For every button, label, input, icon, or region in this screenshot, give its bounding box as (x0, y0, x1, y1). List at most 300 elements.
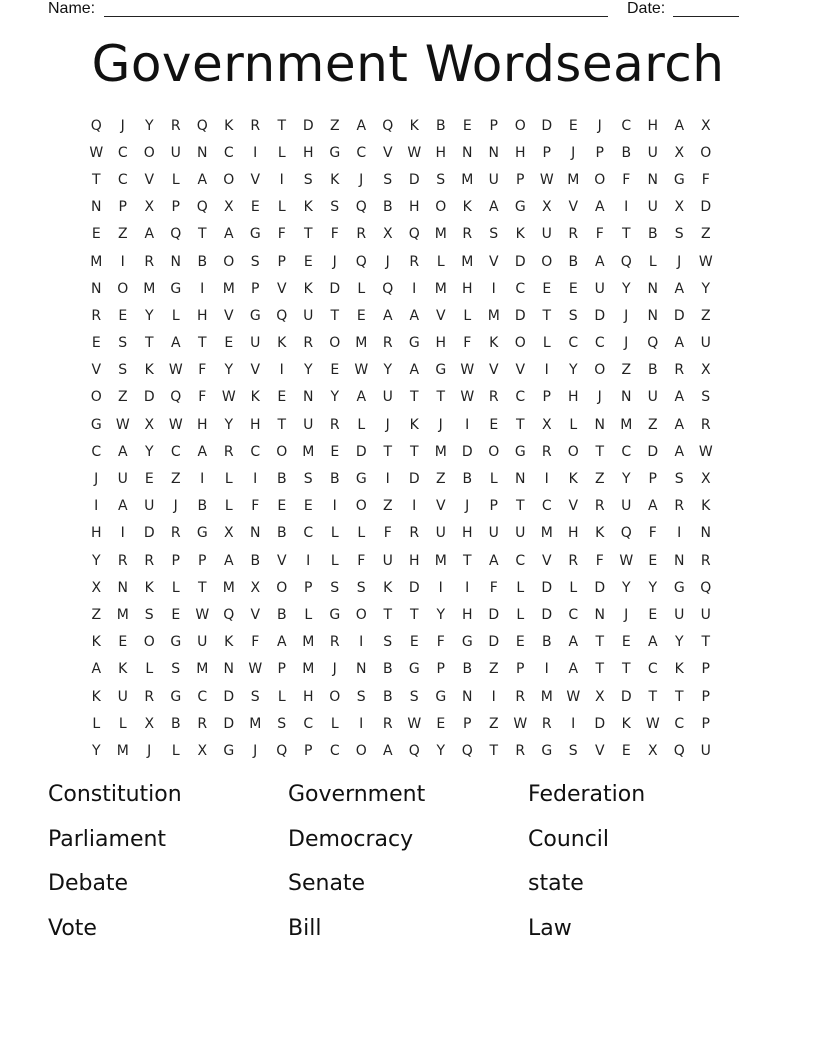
date-label: Date: (627, 0, 666, 17)
grid-cell: S (356, 688, 366, 705)
grid-cell: K (118, 661, 128, 678)
grid-cell: H (461, 280, 473, 297)
grid-cell: D (541, 579, 553, 596)
grid-cell: T (383, 443, 393, 460)
grid-cell: O (223, 253, 235, 270)
word-list-item: state (528, 871, 584, 896)
grid-cell: U (541, 226, 552, 243)
grid-cell: E (91, 335, 101, 352)
grid-cell: L (277, 688, 286, 705)
grid-cell: X (674, 199, 685, 216)
grid-cell: I (253, 144, 258, 161)
grid-cell: S (330, 579, 340, 596)
grid-cell: O (594, 362, 606, 379)
grid-cell: T (144, 335, 154, 352)
grid-cell: C (568, 606, 579, 623)
grid-cell: O (541, 253, 553, 270)
grid-cell: Y (303, 362, 313, 379)
grid-cell: X (91, 579, 102, 596)
grid-cell: S (568, 307, 578, 324)
grid-cell: T (303, 226, 313, 243)
grid-cell: B (382, 688, 393, 705)
grid-cell: P (277, 661, 286, 678)
grid-cell: Z (91, 606, 102, 623)
grid-cell: W (539, 171, 554, 188)
grid-cell: D (514, 307, 526, 324)
grid-cell: E (250, 199, 260, 216)
grid-cell: U (117, 471, 128, 488)
grid-cell: D (647, 443, 659, 460)
grid-cell: N (647, 280, 658, 297)
grid-cell: L (277, 144, 286, 161)
grid-cell: Y (224, 362, 234, 379)
grid-cell: J (597, 389, 602, 406)
grid-cell: S (489, 226, 499, 243)
grid-cell: N (488, 144, 499, 161)
grid-cell: R (303, 335, 314, 352)
grid-cell: P (516, 171, 525, 188)
grid-cell: D (594, 579, 606, 596)
grid-cell: B (329, 471, 340, 488)
grid-cell: J (94, 471, 99, 488)
grid-cell: D (541, 606, 553, 623)
grid-cell: F (701, 171, 710, 188)
grid-cell: O (435, 199, 447, 216)
grid-cell: N (356, 661, 367, 678)
word-list-item: Vote (48, 915, 97, 941)
grid-cell: D (408, 579, 420, 596)
grid-cell: T (330, 307, 340, 324)
grid-cell: P (171, 199, 180, 216)
grid-cell: Q (620, 253, 632, 270)
grid-cell: B (462, 471, 473, 488)
grid-cell: K (224, 117, 234, 134)
grid-cell: M (116, 606, 129, 623)
grid-cell: T (409, 389, 419, 406)
grid-row (83, 194, 733, 221)
grid-row (83, 112, 733, 139)
grid-cell: Y (144, 307, 154, 324)
grid-cell: U (488, 525, 499, 542)
header (0, 0, 816, 20)
grid-cell: M (461, 253, 474, 270)
grid-cell: A (197, 443, 208, 460)
grid-cell: F (648, 525, 657, 542)
grid-cell: A (647, 634, 658, 651)
grid-cell: A (409, 362, 420, 379)
grid-cell: M (434, 552, 447, 569)
grid-row (83, 629, 733, 656)
grid-cell: W (566, 688, 581, 705)
grid-cell: Q (355, 199, 367, 216)
grid-cell: Q (700, 579, 712, 596)
grid-cell: E (171, 606, 181, 623)
grid-cell: V (488, 253, 499, 270)
grid-cell: H (302, 144, 314, 161)
grid-cell: Q (620, 525, 632, 542)
grid-cell: R (674, 362, 685, 379)
grid-cell: Q (408, 742, 420, 759)
grid-cell: C (91, 443, 102, 460)
grid-cell: R (674, 498, 685, 515)
grid-cell: S (330, 199, 340, 216)
grid-cell: Z (382, 498, 393, 515)
grid-cell: U (594, 280, 605, 297)
grid-cell: M (434, 226, 447, 243)
grid-cell: R (409, 525, 420, 542)
grid-cell: U (303, 416, 314, 433)
grid-cell: R (197, 715, 208, 732)
grid-cell: I (200, 471, 205, 488)
grid-cell: L (304, 606, 313, 623)
grid-cell: Q (90, 117, 102, 134)
grid-cell: K (515, 226, 525, 243)
grid-cell: T (621, 661, 631, 678)
grid-cell: I (571, 715, 576, 732)
grid-cell: B (197, 253, 208, 270)
grid-cell: X (223, 199, 234, 216)
name-label: Name: (48, 0, 96, 17)
grid-cell: N (647, 307, 658, 324)
grid-cell: C (223, 144, 234, 161)
grid-cell: H (461, 525, 473, 542)
grid-cell: K (462, 199, 472, 216)
grid-cell: L (516, 606, 525, 623)
grid-cell: I (465, 579, 470, 596)
grid-cell: P (463, 715, 472, 732)
grid-cell: O (355, 606, 367, 623)
grid-cell: O (223, 171, 235, 188)
grid-cell: P (595, 144, 604, 161)
grid-cell: H (647, 117, 659, 134)
grid-cell: W (168, 362, 183, 379)
grid-cell: Z (488, 661, 499, 678)
grid-cell: K (277, 335, 287, 352)
grid-cell: J (385, 253, 390, 270)
grid-row (83, 139, 733, 166)
grid-row (83, 384, 733, 411)
grid-cell: B (462, 661, 473, 678)
grid-cell: Q (276, 742, 288, 759)
grid-cell: O (567, 443, 579, 460)
grid-cell: I (677, 525, 682, 542)
grid-cell: H (90, 525, 102, 542)
grid-cell: U (117, 688, 128, 705)
grid-cell: I (279, 362, 284, 379)
grid-cell: M (620, 416, 633, 433)
grid-cell: D (408, 171, 420, 188)
grid-cell: V (594, 742, 605, 759)
grid-cell: U (700, 606, 711, 623)
grid-cell: M (302, 634, 315, 651)
grid-cell: M (434, 280, 447, 297)
grid-cell: P (489, 498, 498, 515)
grid-cell: U (647, 199, 658, 216)
grid-cell: S (383, 634, 393, 651)
grid-cell: R (700, 552, 711, 569)
grid-cell: Q (170, 389, 182, 406)
grid-cell: N (197, 144, 208, 161)
grid-cell: O (355, 742, 367, 759)
grid-cell: R (329, 416, 340, 433)
grid-cell: M (302, 443, 315, 460)
grid-cell: D (700, 199, 712, 216)
grid-cell: D (329, 280, 341, 297)
grid-cell: T (197, 226, 207, 243)
grid-cell: U (144, 498, 155, 515)
grid-cell: C (117, 144, 128, 161)
grid-cell: E (303, 498, 313, 515)
grid-cell: R (515, 688, 526, 705)
grid-cell: G (408, 335, 420, 352)
grid-cell: G (90, 416, 102, 433)
grid-cell: M (196, 661, 209, 678)
grid-cell: G (408, 661, 420, 678)
word-list-item: Government (288, 782, 426, 807)
grid-cell: K (303, 280, 313, 297)
grid-cell: V (91, 362, 102, 379)
grid-cell: A (674, 335, 685, 352)
grid-cell: L (330, 715, 339, 732)
grid-cell: L (171, 307, 180, 324)
grid-cell: C (674, 715, 685, 732)
grid-cell: O (700, 144, 712, 161)
grid-cell: D (223, 715, 235, 732)
grid-cell: R (170, 525, 181, 542)
grid-cell: C (568, 335, 579, 352)
grid-cell: B (276, 606, 287, 623)
grid-cell: G (435, 362, 447, 379)
grid-cell: R (170, 117, 181, 134)
grid-cell: U (621, 498, 632, 515)
grid-cell: R (568, 552, 579, 569)
grid-cell: I (120, 253, 125, 270)
grid-cell: L (436, 253, 445, 270)
grid-cell: U (674, 606, 685, 623)
word-list-item: Senate (288, 871, 366, 896)
grid-cell: E (224, 335, 234, 352)
grid-cell: D (143, 389, 155, 406)
grid-cell: N (170, 253, 181, 270)
grid-cell: D (408, 471, 420, 488)
grid-cell: A (409, 307, 420, 324)
grid-cell: U (197, 634, 208, 651)
grid-cell: R (515, 742, 526, 759)
grid-cell: Q (382, 280, 394, 297)
grid-cell: C (303, 715, 314, 732)
grid-cell: W (89, 144, 104, 161)
grid-cell: R (117, 552, 128, 569)
grid-cell: T (595, 661, 605, 678)
grid-cell: C (515, 389, 526, 406)
grid-cell: W (645, 715, 660, 732)
grid-cell: P (198, 552, 207, 569)
grid-cell: P (304, 742, 313, 759)
grid-cell: J (173, 498, 178, 515)
grid-cell: C (170, 443, 181, 460)
grid-cell: D (514, 253, 526, 270)
grid-cell: Y (144, 443, 154, 460)
grid-cell: D (594, 307, 606, 324)
grid-cell: T (409, 606, 419, 623)
grid-cell: L (516, 579, 525, 596)
grid-cell: A (382, 742, 393, 759)
grid-cell: D (673, 307, 685, 324)
grid-cell: J (597, 117, 602, 134)
grid-cell: D (488, 606, 500, 623)
grid-cell: A (356, 117, 367, 134)
grid-cell: M (222, 579, 235, 596)
grid-cell: P (251, 280, 260, 297)
grid-cell: O (514, 335, 526, 352)
grid-cell: V (223, 307, 234, 324)
grid-cell: K (621, 715, 631, 732)
grid-cell: C (541, 498, 552, 515)
grid-cell: Z (435, 471, 446, 488)
grid-cell: O (329, 688, 341, 705)
grid-cell: T (277, 416, 287, 433)
grid-cell: D (541, 117, 553, 134)
grid-cell: Q (673, 742, 685, 759)
grid-cell: G (249, 307, 261, 324)
grid-cell: S (303, 471, 313, 488)
grid-cell: W (115, 416, 130, 433)
grid-cell: S (118, 335, 128, 352)
grid-row (83, 493, 733, 520)
grid-cell: B (276, 471, 287, 488)
grid-cell: I (120, 525, 125, 542)
grid-cell: I (279, 171, 284, 188)
grid-cell: U (700, 742, 711, 759)
grid-cell: M (302, 661, 315, 678)
grid-cell: P (542, 389, 551, 406)
grid-cell: I (306, 552, 311, 569)
grid-cell: I (200, 280, 205, 297)
grid-cell: M (461, 171, 474, 188)
grid-cell: U (488, 171, 499, 188)
grid-cell: M (249, 715, 262, 732)
grid-cell: J (677, 253, 682, 270)
grid-cell: R (541, 443, 552, 460)
grid-cell: R (462, 226, 473, 243)
grid-cell: N (462, 144, 473, 161)
grid-cell: G (329, 606, 341, 623)
grid-cell: T (595, 634, 605, 651)
grid-cell: G (170, 280, 182, 297)
grid-cell: W (460, 362, 475, 379)
grid-cell: G (435, 688, 447, 705)
grid-row (83, 601, 733, 628)
grid-cell: I (544, 471, 549, 488)
grid-row (83, 574, 733, 601)
grid-cell: D (620, 688, 632, 705)
grid-cell: E (277, 498, 287, 515)
grid-cell: P (701, 688, 710, 705)
grid-cell: W (248, 661, 263, 678)
grid-cell: S (250, 253, 260, 270)
grid-cell: W (168, 416, 183, 433)
grid-cell: Z (700, 226, 711, 243)
grid-cell: R (700, 416, 711, 433)
grid-cell: F (622, 171, 631, 188)
grid-cell: B (382, 661, 393, 678)
grid-cell: G (514, 199, 526, 216)
grid-cell: W (195, 606, 210, 623)
grid-row (83, 248, 733, 275)
grid-row (83, 710, 733, 737)
grid-cell: Q (461, 742, 473, 759)
grid-cell: K (409, 117, 419, 134)
grid-cell: T (197, 579, 207, 596)
grid-cell: H (196, 307, 208, 324)
grid-cell: I (438, 579, 443, 596)
grid-cell: R (144, 688, 155, 705)
grid-cell: D (594, 715, 606, 732)
grid-cell: E (568, 280, 578, 297)
grid-cell: Y (144, 117, 154, 134)
grid-cell: F (595, 226, 604, 243)
grid-cell: X (250, 579, 261, 596)
grid-cell: Q (647, 335, 659, 352)
grid-cell: L (118, 715, 127, 732)
grid-cell: E (118, 307, 128, 324)
grid-cell: P (648, 471, 657, 488)
grid-cell: O (90, 389, 102, 406)
grid-cell: F (251, 498, 260, 515)
grid-cell: L (330, 552, 339, 569)
grid-cell: A (594, 199, 605, 216)
grid-cell: M (143, 280, 156, 297)
grid-cell: U (515, 525, 526, 542)
grid-cell: B (250, 552, 261, 569)
grid-cell: A (674, 117, 685, 134)
grid-cell: Y (621, 280, 631, 297)
grid-cell: R (144, 552, 155, 569)
grid-cell: S (118, 362, 128, 379)
grid-cell: Z (594, 471, 605, 488)
grid-cell: K (383, 579, 393, 596)
grid-cell: E (648, 606, 658, 623)
grid-cell: P (701, 715, 710, 732)
grid-cell: L (357, 525, 366, 542)
grid-cell: O (355, 498, 367, 515)
grid-cell: A (568, 661, 579, 678)
grid-cell: Q (355, 253, 367, 270)
grid-cell: C (621, 117, 632, 134)
grid-cell: E (118, 634, 128, 651)
grid-cell: I (491, 688, 496, 705)
grid-cell: V (250, 606, 261, 623)
grid-cell: D (488, 634, 500, 651)
grid-cell: J (359, 171, 364, 188)
grid-cell: V (541, 552, 552, 569)
grid-cell: G (541, 742, 553, 759)
grid-cell: I (412, 498, 417, 515)
grid-cell: R (223, 443, 234, 460)
grid-cell: N (674, 552, 685, 569)
grid-cell: K (330, 171, 340, 188)
grid-cell: W (354, 362, 369, 379)
grid-cell: L (569, 579, 578, 596)
grid-cell: Z (170, 471, 181, 488)
grid-cell: V (276, 552, 287, 569)
grid-cell: H (435, 335, 447, 352)
grid-cell: P (701, 661, 710, 678)
grid-cell: R (488, 389, 499, 406)
grid-cell: X (197, 742, 208, 759)
grid-cell: J (438, 416, 443, 433)
grid-cell: H (514, 144, 526, 161)
